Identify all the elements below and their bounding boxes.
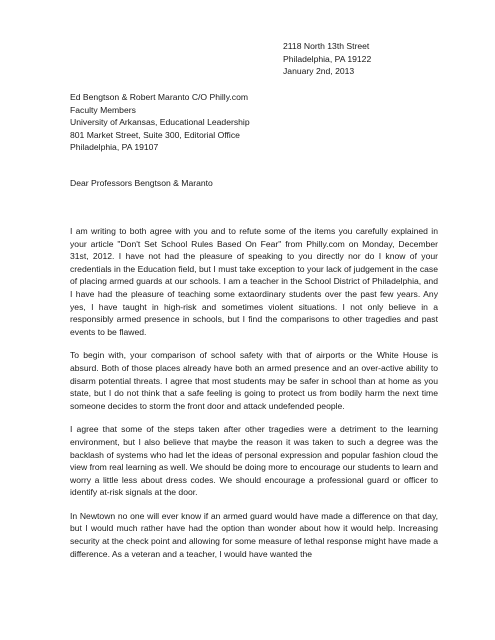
letter-date: January 2nd, 2013 — [283, 66, 355, 77]
recipient-city: Philadelphia, PA 19107 — [70, 142, 159, 153]
sender-street: 2118 North 13th Street — [283, 41, 370, 51]
salutation: Dear Professors Bengtson & Maranto — [70, 178, 213, 188]
recipient-title: Faculty Members — [70, 104, 136, 115]
recipient-street: 801 Market Street, Suite 300, Editorial Office — [70, 129, 240, 140]
sender-city: Philadelphia, PA 19122 — [283, 53, 372, 64]
body-paragraph-2: To begin with, your comparison of school safety with that of airports or the White House is absurd. Both of those places already have both an armed presence and an over-active ability to disarm potential threats. I agree that most students may be safer in school than at home as you state, but I do not think that a safe feeling is going to protect us from bodily harm the next time someone decides to storm the front door and attack undefended people. — [70, 350, 438, 411]
body-paragraph-3: I agree that some of the steps taken after other tragedies were a detriment to the learning environment, but I also believe that maybe the reason it was taken to such a degree was the backlash of systems who had let the ideas of personal expression and popular fashion cloud the view from real learning as well. We should be doing more to encourage our students to learn and worry a little less about dress codes. We should encourage a professional guard or officer to identify at-risk signals at the door. — [70, 424, 438, 498]
recipient-address-block — [70, 91, 450, 154]
sender-address-block — [283, 40, 483, 78]
body-paragraph-4: In Newtown no one will ever know if an armed guard would have made a difference on that day, but I would much rather have had the option than wonder about how it would help. Increasing security at the check point and allowing for some measure of lethal response might have made a difference. As a veteran and a teacher, I would have wanted the — [70, 510, 438, 559]
letter-body — [70, 225, 438, 571]
recipient-institution: University of Arkansas, Educational Leadership — [70, 117, 250, 128]
body-paragraph-1: I am writing to both agree with you and to refute some of the items you carefully explained in your article "Don't Set School Rules Based On Fear" from Philly.com on Monday, December 31st, 2012. I have not had the pleasure of speaking to you directly nor do I know of your credentials in the Education field, but I must take exception to your lack of judgement in the case of placing armed guards at our schools. I am a teacher in the School District of Philadelphia, and I have had the pleasure of teaching some extaordinary students over the past few years. Any yes, I have taught in high-risk and sometimes violent situations. I not only believe in a responsibly armed presence in schools, but I find the comparisons to other tragedies and past events to be flawed. — [70, 226, 438, 337]
recipient-name: Ed Bengtson & Robert Maranto C/O Philly.com — [70, 92, 249, 102]
